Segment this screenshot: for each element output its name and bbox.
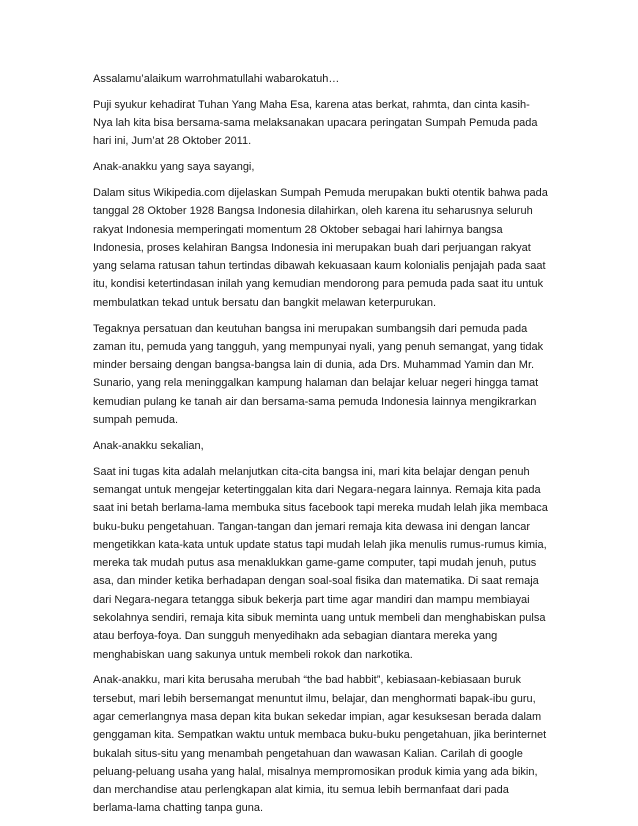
document-body <box>93 70 549 825</box>
salutation-paragraph: Anak-anakku yang saya sayangi, <box>93 161 255 174</box>
duty-paragraph: Saat ini tugas kita adalah melanjutkan cita-cita bangsa ini, mari kita belajar dengan penuh semangat untuk mengejar ketertinggalan kita dari Negara-negara lainnya. Remaja kita pada saat ini betah berlama-lama membuka situs facebook tapi mereka mudah lelah jika membaca buku-buku pengetahuan. Tangan-tangan dan jemari remaja kita dewasa ini dengan lancar mengetikkan kata-kata untuk update status tapi mudah lelah jika menulis rumus-rumus kimia, mereka tak mudah putus asa menaklukkan game-game computer, tapi mudah jenuh, putus asa, dan minder ketika berhadapan dengan soal-soal fisika dan matematika. Di saat remaja dari Negara-negara tetangga sibuk bekerja part time agar mandiri dan mampu membiayai sekolahnya sendiri, remaja kita sibuk meminta uang untuk membeli dan menghabiskan pulsa atau berfoya-foya. Dan sungguh menyedihakn ada sebagian diantara mereka yang menghabiskan uang sakunya untuk membeli rokok dan narkotika. <box>93 465 548 661</box>
address-paragraph: Anak-anakku sekalian, <box>93 439 204 452</box>
habit-paragraph: Anak-anakku, mari kita berusaha merubah “the bad habbit”, kebiasaan-kebiasaan buruk tersebut, mari lebih bersemangat menuntut ilmu, belajar, dan menghormati bapak-ibu guru, agar cemerlangnya masa depan kita bukan sekedar impian, agar kesuksesan berada dalam genggaman kita. Sempatkan waktu untuk membaca buku-buku pengetahuan, jika berinternet bukalah situs-situ yang menambah pengetahuan dan wawasan Kalian. Carilah di google peluang-peluang usaha yang halal, misalnya mempromosikan produk kimia yang ada bikin, dan merchandise atau perlengkapan alat kimia, itu semua lebih bermanfaat dari pada berlama-lama chatting tanpa guna. <box>93 674 547 815</box>
greeting-paragraph: Assalamu’alaikum warrohmatullahi wabarokatuh… <box>93 73 340 85</box>
history-paragraph: Dalam situs Wikipedia.com dijelaskan Sumpah Pemuda merupakan bukti otentik bahwa pada tanggal 28 Oktober 1928 Bangsa Indonesia dilahirkan, oleh karena itu seharusnya seluruh rakyat Indonesia memperingati momentum 28 Oktober sebagai hari lahirnya bangsa Indonesia, proses kelahiran Bangsa Indonesia ini merupakan buah dari perjuangan rakyat yang selama ratusan tahun tertindas dibawah kekuasaan kaum kolonialis penjajah pada saat itu, kondisi ketertindasan inilah yang kemudian mendorong para pemuda pada saat itu untuk membulatkan tekad untuk bersatu dan bangkit melawan keterpurukan. <box>93 186 548 309</box>
unity-paragraph: Tegaknya persatuan dan keutuhan bangsa ini merupakan sumbangsih dari pemuda pada zaman itu, pemuda yang tangguh, yang mempunyai nyali, yang penuh semangat, yang tidak minder bersaing dengan bangsa-bangsa lain di dunia, ada Drs. Muhammad Yamin dan Mr. Sunario, yang rela meninggalkan kampung halaman dan belajar keluar negeri hingga tamat kemudian pulang ke tanah air dan bersama-sama pemuda Indonesia lainnya mengikrarkan sumpah pemuda. <box>93 322 544 427</box>
opening-paragraph: Puji syukur kehadirat Tuhan Yang Maha Esa, karena atas berkat, rahmta, dan cinta kasih-Nya lah kita bisa bersama-sama melaksanakan upacara peringatan Sumpah Pemuda pada hari ini, Jum’at 28 Oktober 2011. <box>93 98 538 148</box>
